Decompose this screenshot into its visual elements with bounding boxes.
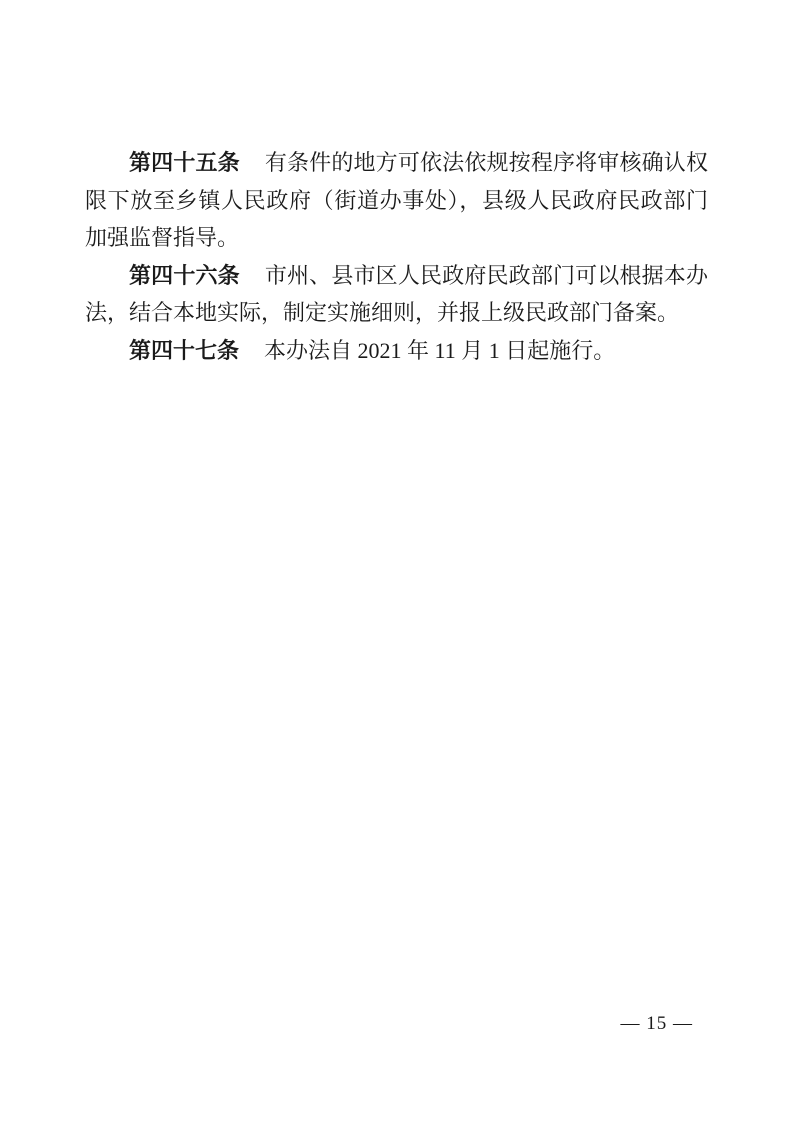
page-number: — 15 —	[620, 1013, 693, 1034]
article-46-paragraph	[85, 257, 708, 332]
document-body	[85, 144, 708, 369]
article-47-text: 本办法自 2021 年 11 月 1 日起施行。	[264, 337, 616, 363]
article-45-text: 有条件的地方可依法依规按程序将审核确认权限下放至乡镇人民政府（街道办事处），县级人民政府民政部门加强监督指导。	[85, 150, 708, 250]
article-47-paragraph	[85, 332, 708, 370]
article-47-number: 第四十七条	[129, 337, 240, 363]
article-46-text: 市州、县市区人民政府民政部门可以根据本办法，结合本地实际，制定实施细则，并报上级民政部门备案。	[85, 262, 708, 325]
article-46-number: 第四十六条	[129, 262, 240, 288]
article-45-paragraph	[85, 144, 708, 257]
article-45-number: 第四十五条	[129, 150, 240, 175]
